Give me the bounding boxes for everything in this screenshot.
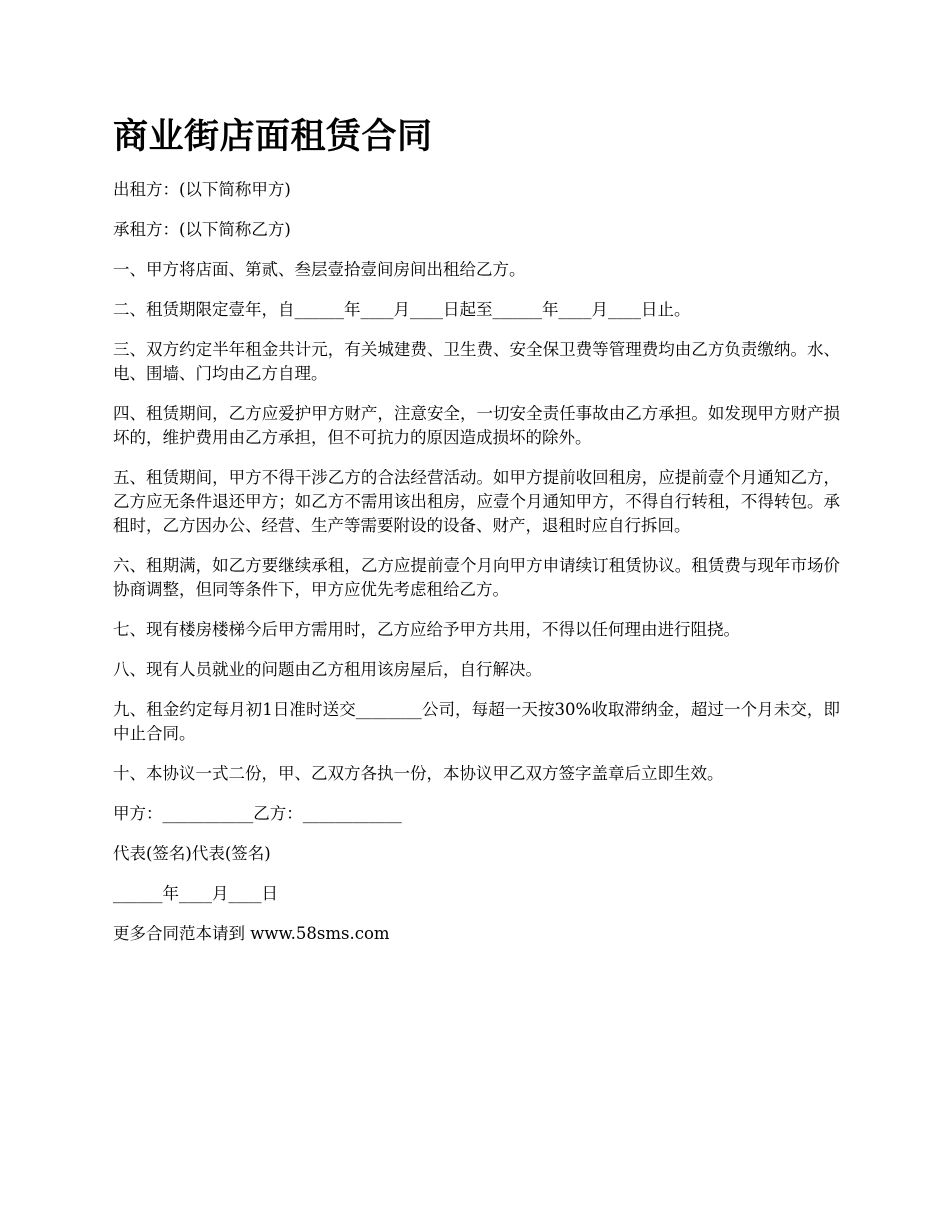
- document-title: 商业街店面租赁合同: [113, 116, 433, 157]
- lessee-line: 承租方：(以下简称乙方): [113, 220, 291, 239]
- clause-9: 九、租金约定每月初1日准时送交________公司，每超一天按30%收取滞纳金，超过一个月未交，即中止合同。: [113, 700, 840, 743]
- signature-parties-line: 甲方：___________乙方：____________: [113, 804, 402, 823]
- clause-6: 六、租期满，如乙方要继续承租，乙方应提前壹个月向甲方申请续订租赁协议。租赁费与现年市场价协商调整，但同等条件下，甲方应优先考虑租给乙方。: [113, 556, 840, 599]
- representative-line: 代表(签名)代表(签名): [113, 844, 271, 863]
- lessor-line: 出租方：(以下简称甲方): [113, 180, 291, 199]
- clause-2: 二、租赁期限定壹年，自______年____月____日起至______年____月____日止。: [113, 300, 691, 319]
- clause-7: 七、现有楼房楼梯今后甲方需用时，乙方应给予甲方共用，不得以任何理由进行阻挠。: [113, 620, 740, 639]
- clause-8: 八、现有人员就业的问题由乙方租用该房屋后，自行解决。: [113, 660, 542, 679]
- clause-3: 三、双方约定半年租金共计元，有关城建费、卫生费、安全保卫费等管理费均由乙方负责缴纳。水、电、围墙、门均由乙方自理。: [113, 340, 840, 383]
- clause-5: 五、租赁期间，甲方不得干涉乙方的合法经营活动。如甲方提前收回租房，应提前壹个月通知乙方，乙方应无条件退还甲方；如乙方不需用该出租房，应壹个月通知甲方，不得自行转租，不得转包。承租时，乙方因办公、经营、生产等需要附设的设备、财产，退租时应自行拆回。: [113, 468, 840, 535]
- document-body: [113, 112, 840, 946]
- clause-4: 四、租赁期间，乙方应爱护甲方财产，注意安全，一切安全责任事故由乙方承担。如发现甲方财产损坏的，维护费用由乙方承担，但不可抗力的原因造成损坏的除外。: [113, 404, 840, 447]
- date-line: ______年____月____日: [113, 884, 278, 903]
- clause-1: 一、甲方将店面、第贰、叁层壹拾壹间房间出租给乙方。: [113, 260, 526, 279]
- clause-10: 十、本协议一式二份，甲、乙双方各执一份，本协议甲乙双方签字盖章后立即生效。: [113, 764, 724, 783]
- footer-note: 更多合同范本请到 www.58sms.com: [113, 924, 390, 943]
